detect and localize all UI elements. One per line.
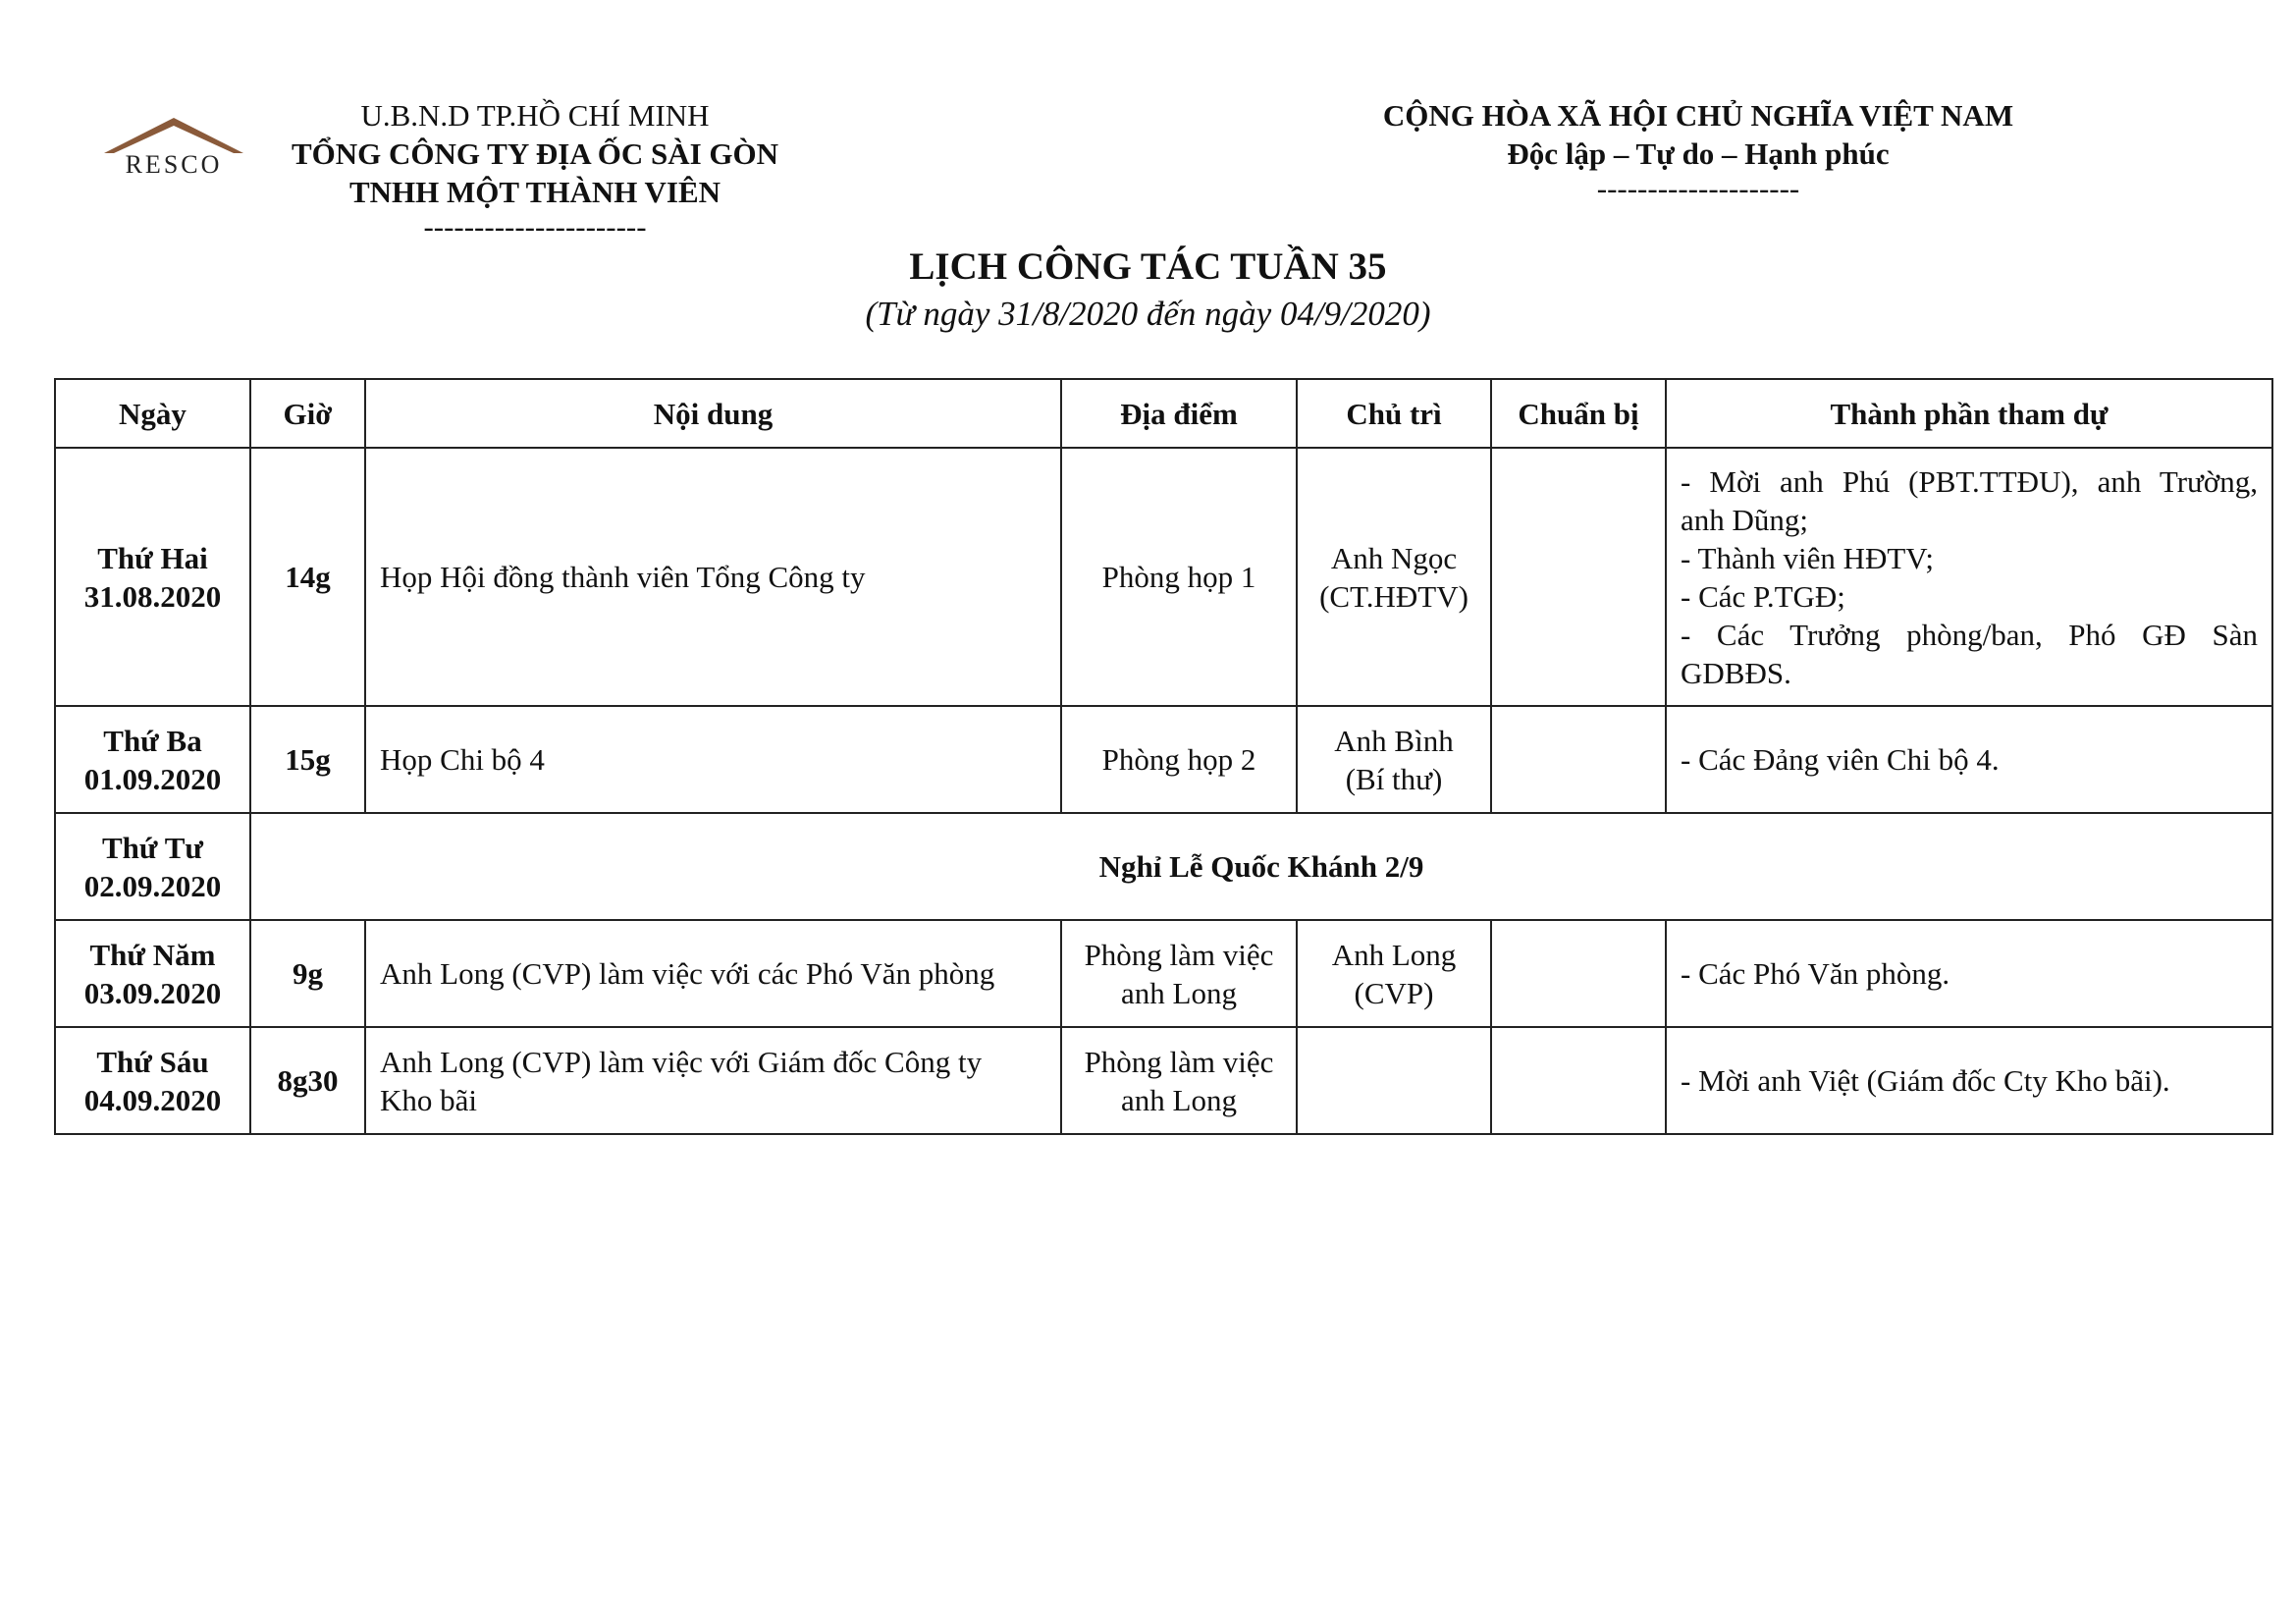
day-name: Thứ Ba (103, 723, 202, 758)
day-name: Thứ Tư (102, 830, 203, 865)
day-name: Thứ Hai (97, 540, 208, 575)
location-cell (1061, 920, 1297, 1027)
location-line: anh Long (1121, 1082, 1237, 1117)
location-cell (1061, 1027, 1297, 1134)
day-cell (55, 706, 250, 813)
time-cell: 9g (250, 920, 365, 1027)
day-name: Thứ Năm (89, 937, 216, 972)
day-date: 02.09.2020 (83, 868, 222, 903)
location-line: anh Long (1121, 975, 1237, 1010)
prep-cell (1491, 1027, 1666, 1134)
header-day: Ngày (55, 379, 250, 448)
header-prep: Chuẩn bị (1491, 379, 1666, 448)
table-row (55, 706, 2272, 813)
day-cell (55, 920, 250, 1027)
header-time: Giờ (250, 379, 365, 448)
header-attendees: Thành phần tham dự (1666, 379, 2272, 448)
day-name: Thứ Sáu (96, 1044, 209, 1079)
content-line: Kho bãi (380, 1082, 478, 1117)
logo-text: RESCO (125, 150, 223, 179)
holiday-cell: Nghỉ Lễ Quốc Khánh 2/9 (250, 813, 2272, 920)
content-cell: Anh Long (CVP) làm việc với các Phó Văn phòng (365, 920, 1061, 1027)
table-row (55, 448, 2272, 706)
attendee-line: - Mời anh Việt (Giám đốc Cty Kho bãi). (1681, 1063, 2170, 1098)
table-row (55, 813, 2272, 920)
host-title: (CVP) (1354, 975, 1434, 1010)
attendees-cell (1666, 920, 2272, 1027)
location-cell: Phòng họp 2 (1061, 706, 1297, 813)
attendees-cell (1666, 1027, 2272, 1134)
content-cell: Họp Chi bộ 4 (365, 706, 1061, 813)
attendee-line: - Các P.TGĐ; (1681, 578, 1845, 614)
host-name: Anh Bình (1334, 723, 1454, 758)
header-host: Chủ trì (1297, 379, 1491, 448)
attendee-line: - Các Đảng viên Chi bộ 4. (1681, 742, 2000, 777)
prep-cell (1491, 706, 1666, 813)
attendee-line: - Mời anh Phú (PBT.TTĐU), anh Trường, (1681, 463, 2258, 499)
national-title: CỘNG HÒA XÃ HỘI CHỦ NGHĨA VIỆT NAM (1382, 98, 2014, 133)
attendees-cell (1666, 448, 2272, 706)
table-header-row (55, 379, 2272, 448)
document-title: LỊCH CÔNG TÁC TUẦN 35 (909, 245, 1387, 288)
content-cell (365, 1027, 1061, 1134)
host-cell (1297, 448, 1491, 706)
host-name: Anh Long (1331, 937, 1457, 972)
document-title-block (0, 243, 2296, 337)
header-location: Địa điểm (1061, 379, 1297, 448)
time-cell: 15g (250, 706, 365, 813)
org-divider: ---------------------- (423, 209, 647, 244)
document-subtitle: (Từ ngày 31/8/2020 đến ngày 04/9/2020) (865, 295, 1431, 333)
content-line: Anh Long (CVP) làm việc với Giám đốc Công ty (380, 1044, 983, 1079)
header-content: Nội dung (365, 379, 1061, 448)
org-line-3: TNHH MỘT THÀNH VIÊN (348, 175, 721, 209)
time-cell: 14g (250, 448, 365, 706)
time-cell: 8g30 (250, 1027, 365, 1134)
host-title: (Bí thư) (1345, 761, 1443, 796)
attendee-line: - Các Phó Văn phòng. (1681, 956, 1950, 991)
host-name: Anh Ngọc (1330, 540, 1458, 575)
national-motto: Độc lập – Tự do – Hạnh phúc (1507, 136, 1890, 171)
national-header (1306, 96, 2091, 204)
day-cell (55, 1027, 250, 1134)
day-date: 31.08.2020 (83, 578, 222, 614)
day-date: 03.09.2020 (83, 975, 222, 1010)
table-row (55, 1027, 2272, 1134)
day-cell (55, 448, 250, 706)
national-divider: -------------------- (1596, 171, 1800, 205)
host-cell (1297, 706, 1491, 813)
prep-cell (1491, 448, 1666, 706)
prep-cell (1491, 920, 1666, 1027)
attendees-cell (1666, 706, 2272, 813)
org-line-1: U.B.N.D TP.HỒ CHÍ MINH (360, 98, 710, 133)
attendee-line: - Thành viên HĐTV; (1681, 540, 1934, 575)
host-cell (1297, 1027, 1491, 1134)
host-title: (CT.HĐTV) (1319, 578, 1468, 614)
attendee-line: - Các Trưởng phòng/ban, Phó GĐ Sàn (1681, 617, 2258, 652)
attendee-line: anh Dũng; (1681, 502, 1809, 537)
attendee-line: GDBĐS. (1681, 655, 1791, 690)
location-line: Phòng làm việc (1084, 1044, 1274, 1079)
day-date: 01.09.2020 (83, 761, 222, 796)
company-logo (94, 114, 253, 179)
content-cell: Họp Hội đồng thành viên Tổng Công ty (365, 448, 1061, 706)
schedule-table (54, 378, 2273, 1135)
host-cell (1297, 920, 1491, 1027)
organization-header (265, 96, 805, 243)
location-cell: Phòng họp 1 (1061, 448, 1297, 706)
location-line: Phòng làm việc (1084, 937, 1274, 972)
org-line-2: TỔNG CÔNG TY ĐỊA ỐC SÀI GÒN (291, 136, 779, 171)
table-row (55, 920, 2272, 1027)
day-date: 04.09.2020 (83, 1082, 222, 1117)
day-cell (55, 813, 250, 920)
